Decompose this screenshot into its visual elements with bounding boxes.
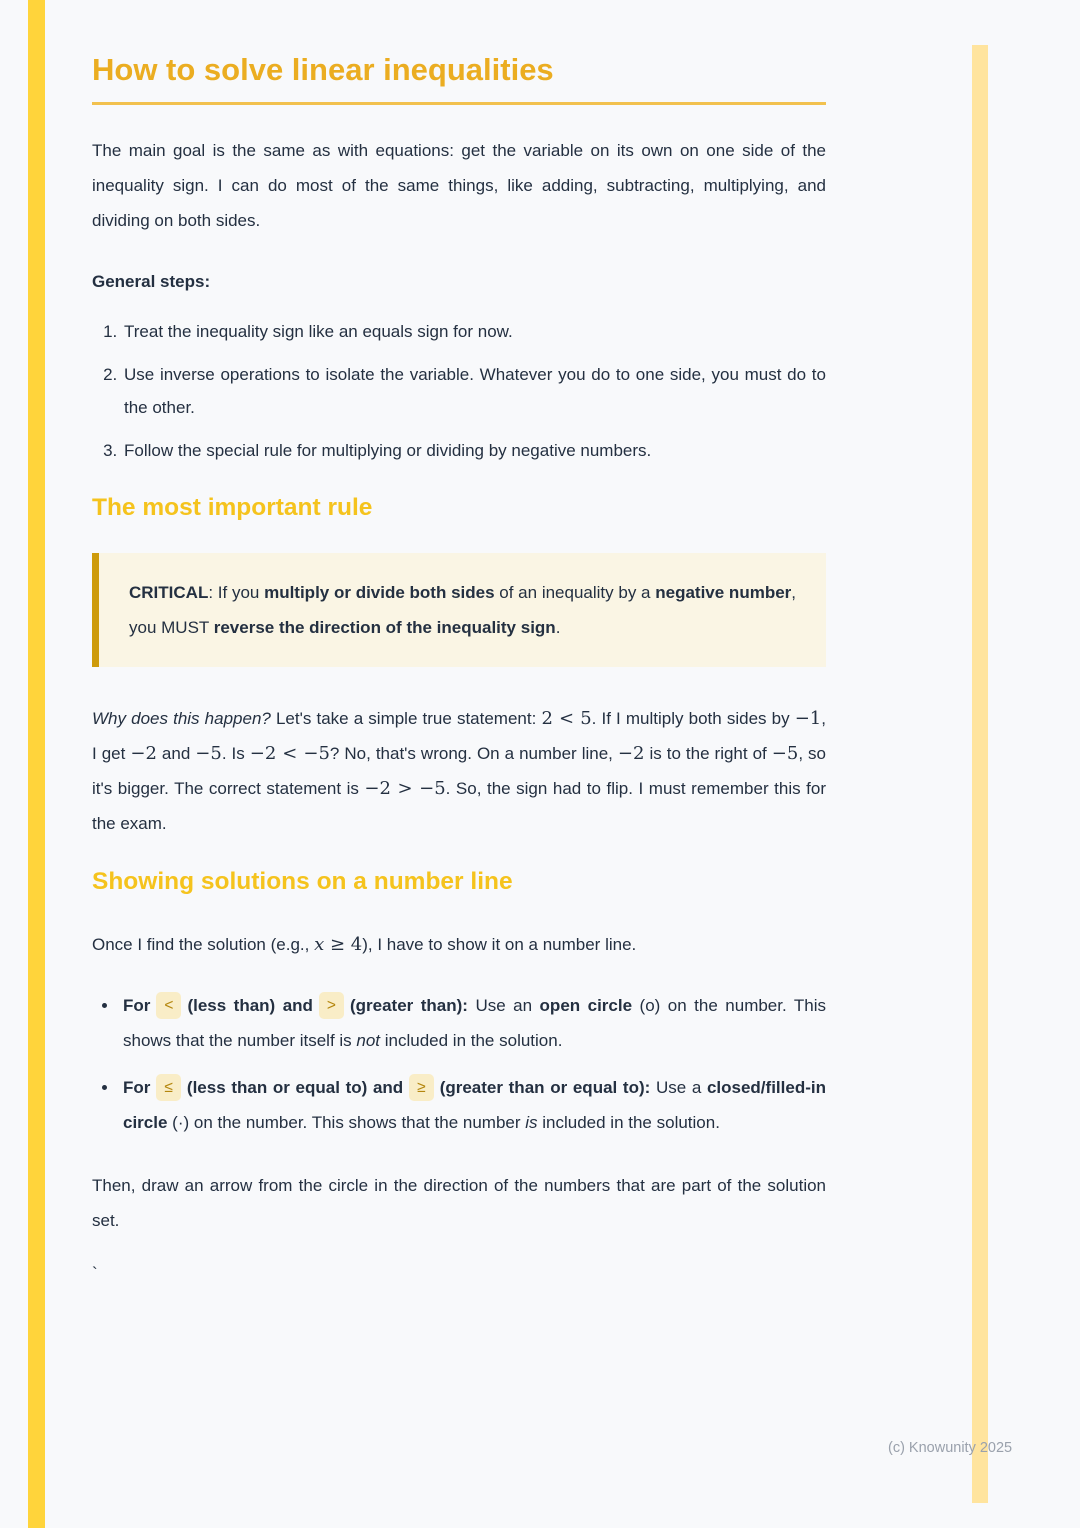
numberline-bullets <box>92 988 826 1140</box>
general-steps-list <box>92 315 826 467</box>
text-segment: not <box>356 1031 381 1050</box>
text-segment: included in the solution. <box>380 1031 563 1050</box>
text-segment: Use a <box>650 1078 707 1097</box>
text-segment: : If you <box>208 583 265 602</box>
stray-backtick: ` <box>92 1264 98 1283</box>
text-segment: For <box>123 996 151 1015</box>
inequality-symbol-chip: > <box>319 992 344 1019</box>
general-steps-label: General steps: <box>92 272 211 291</box>
section-title-most-important-rule: The most important rule <box>92 494 373 521</box>
copyright-footer: (c) Knowunity 2025 <box>888 1440 1013 1456</box>
text-segment: . <box>555 618 561 637</box>
note-content <box>92 50 826 1284</box>
text-segment: (less than) and <box>187 996 313 1015</box>
text-segment: −2 <box>130 743 157 764</box>
text-segment: −5 <box>771 743 799 764</box>
why-paragraph <box>92 701 826 841</box>
text-segment: . Is <box>221 744 250 763</box>
inequality-symbol-chip: < <box>156 992 181 1019</box>
step-item: 1. Treat the inequality sign like an equals sign for now. <box>122 315 826 348</box>
step-item: 2. Use inverse operations to isolate the variable. Whatever you do to one side, you must do to the other. <box>122 358 826 424</box>
numberline-intro <box>92 927 826 962</box>
text-segment: ≥ 4 <box>324 934 363 955</box>
text-segment: is <box>525 1113 538 1132</box>
text-segment: reverse the direction of the inequality sign <box>213 618 556 637</box>
text-segment: multiply or divide both sides <box>264 583 495 602</box>
text-segment: negative number <box>655 583 792 602</box>
text-segment: −2 < −5 <box>249 743 330 764</box>
text-segment: (less than or equal to) and <box>186 1078 404 1097</box>
text-segment: Let's take a simple true statement: <box>270 709 542 728</box>
text-segment: (greater than or equal to): <box>439 1078 651 1097</box>
section-title-number-line: Showing solutions on a number line <box>92 868 513 895</box>
critical-callout-text <box>129 575 796 645</box>
text-segment: −5 <box>195 743 222 764</box>
text-segment: (greater than): <box>349 996 468 1015</box>
text-segment: and <box>156 744 196 763</box>
text-segment: −1 <box>794 708 822 729</box>
text-segment: . So, the sign had to flip. I must remember this for the exam. <box>92 779 827 833</box>
text-segment: (o) on the number. This shows that the number itself is <box>123 996 826 1050</box>
text-segment: closed/filled-in circle <box>123 1078 826 1132</box>
text-segment: CRITICAL <box>129 583 209 602</box>
inequality-symbol-chip: ≥ <box>409 1074 434 1101</box>
step-item: 3. Follow the special rule for multiplying or dividing by negative numbers. <box>122 434 826 467</box>
text-segment: ? No, that's wrong. On a number line, <box>329 744 618 763</box>
text-segment: (·) on the number. This shows that the number <box>167 1113 526 1132</box>
text-segment: ), I have to show it on a number line. <box>362 935 637 954</box>
text-segment: −2 > −5 <box>364 778 446 799</box>
text-segment: For <box>123 1078 151 1097</box>
text-segment: −2 <box>617 743 645 764</box>
text-segment: x <box>314 934 325 955</box>
text-segment: 2 < 5 <box>541 708 592 729</box>
page-title: How to solve linear inequalities <box>92 52 554 87</box>
bullet-item <box>119 988 826 1058</box>
text-segment: , you MUST <box>129 583 797 637</box>
text-segment: is to the right of <box>644 744 772 763</box>
text-segment: of an inequality by a <box>494 583 656 602</box>
outro-paragraph: Then, draw an arrow from the circle in the direction of the numbers that are part of the solution set. <box>92 1176 826 1230</box>
bullet-item <box>119 1070 826 1140</box>
text-segment: Why does this happen? <box>92 709 271 728</box>
title-underline <box>92 102 826 105</box>
text-segment: Once I find the solution (e.g., <box>92 935 315 954</box>
intro-paragraph: The main goal is the same as with equations: get the variable on its own on one side of the inequality sign. I can do most of the same things, like adding, subtracting, multiplying, and dividing on both sides. <box>92 141 826 230</box>
critical-callout <box>92 553 826 667</box>
text-segment: , so it's bigger. The correct statement is <box>92 744 827 798</box>
left-accent-bar <box>28 0 45 1528</box>
text-segment: Use an <box>467 996 540 1015</box>
text-segment: . If I multiply both sides by <box>591 709 795 728</box>
text-segment: included in the solution. <box>537 1113 720 1132</box>
text-segment: , I get <box>92 709 826 763</box>
text-segment: open circle <box>539 996 633 1015</box>
right-accent-bar <box>972 45 988 1503</box>
inequality-symbol-chip: ≤ <box>156 1074 181 1101</box>
